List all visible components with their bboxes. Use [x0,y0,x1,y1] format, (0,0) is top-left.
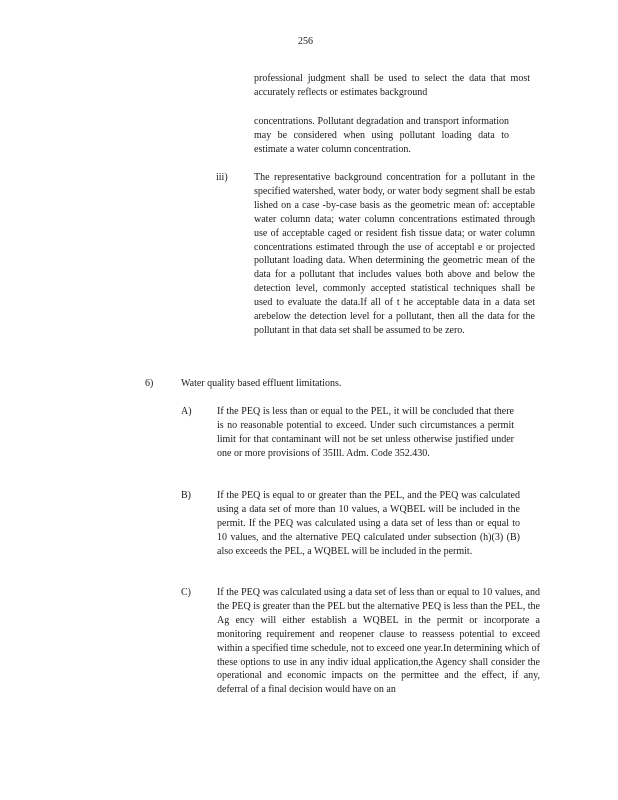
item-C-label: C) [181,587,191,598]
section-6-heading: Water quality based effluent limitations. [181,378,342,389]
page-number: 256 [298,36,313,47]
section-6-label: 6) [145,378,154,389]
item-A-label: A) [181,406,192,417]
paragraph-concentrations: concentrations. Pollutant degradation and transport information may be considered when using pollutant loading data to estimate a water column concentration. [254,116,509,155]
item-B-text: If the PEQ is equal to or greater than the PEL, and the PEQ was calculated using a data set of more than 10 values, a WQBEL will be included in the permit. If the PEQ was calculated using a data set of less than or equal to 10 values, and the alternative PEQ calculated under subsection (h)(3) (B) also exceeds the PEL, a WQBEL will be included in the permit. [217,490,520,557]
item-B-label: B) [181,490,191,501]
item-iii-label: iii) [216,172,228,183]
paragraph-background-data: professional judgment shall be used to select the data that most accurately reflects or estimates background [254,73,530,98]
item-C-text: If the PEQ was calculated using a data set of less than or equal to 10 values, and the PEQ is greater than the PEL but the alternative PEQ is less than the PEL, the Ag ency will either establish a WQBEL in the permit or incorporate a monitoring requirement and reopener clause to reassess potential to exceed within a specified time schedule, not to exceed one year.In determining which of these options to use in any indiv idual application,the Agency shall consider the operational and economic impacts on the permittee and the effect, if any, deferral of a final decision would have on an [217,587,540,696]
item-A-text: If the PEQ is less than or equal to the PEL, it will be concluded that there is no reasonable potential to exceed. Under such circumstances a permit limit for that contaminant will not be set unless otherwise justified under one or more provisions of 35Ill. Adm. Code 352.430. [217,406,514,459]
item-iii-text: The representative background concentration for a pollutant in the specified watershed, water body, or water body segment shall be estab lished on a case -by-case basis as the geometric mean of: acceptable water column data; water column concentrations estimated through use of acceptable caged or resident fish tissue data; or water column concentrations estimated through the use of acceptabl e or projected pollutant loading data. When determining the geometric mean of the data for a pollutant that includes values both above and below the detection level, commonly accepted statistical techniques shall be used to evaluate the data.If all of t he acceptable data in a data set arebelow the detection level for a pollutant, then all the data for the pollutant in that data set shall be assumed to be zero. [254,172,535,336]
